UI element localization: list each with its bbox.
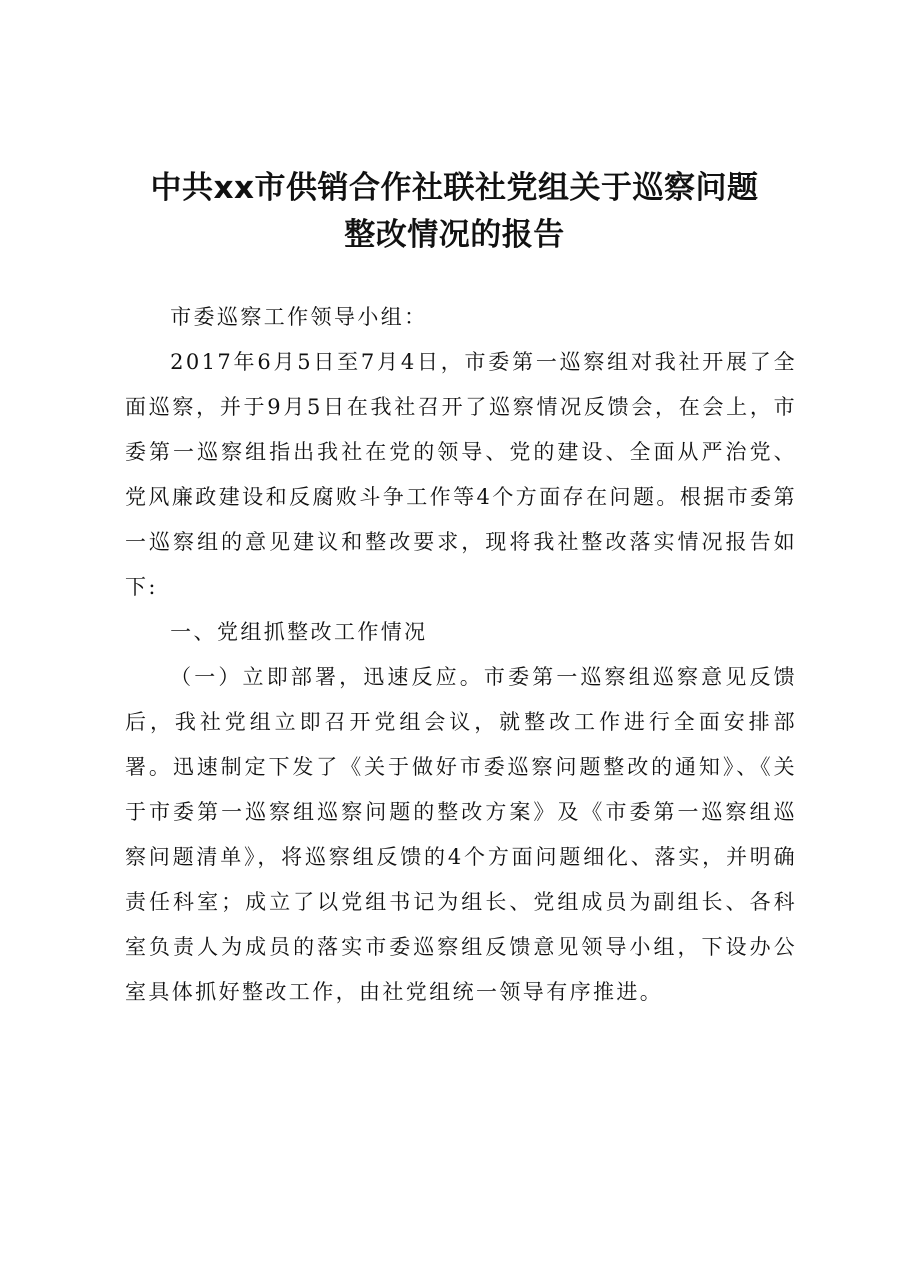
document-body — [125, 295, 797, 1015]
document-title-line-1: 中共xx市供销合作社联社党组关于巡察问题 — [150, 170, 759, 206]
section-heading-1: 一、党组抓整改工作情况 — [170, 620, 428, 644]
document-title-line-2: 整改情况的报告 — [344, 217, 565, 253]
paragraph-intro: 2017年6月5日至7月4日，市委第一巡察组对我社开展了全面巡察，并于9月5日在我社召开了巡察情况反馈会，在会上，市委第一巡察组指出我社在党的领导、党的建设、全面从严治党、党风廉政建设和反腐败斗争工作等4个方面存在问题。根据市委第一巡察组的意见建议和整改要求，现将我社整改落实情况报告如下: — [125, 350, 797, 599]
paragraph-section-1-1: （一）立即部署，迅速反应。市委第一巡察组巡察意见反馈后，我社党组立即召开党组会议，就整改工作进行全面安排部署。迅速制定下发了《关于做好市委巡察问题整改的通知》、《关于市委第一巡察组巡察问题的整改方案》及《市委第一巡察组巡察问题清单》，将巡察组反馈的4个方面问题细化、落实，并明确责任科室；成立了以党组书记为组长、党组成员为副组长、各科室负责人为成员的落实市委巡察组反馈意见领导小组，下设办公室具体抓好整改工作，由社党组统一领导有序推进。 — [125, 665, 797, 1004]
salutation: 市委巡察工作领导小组： — [170, 305, 428, 329]
